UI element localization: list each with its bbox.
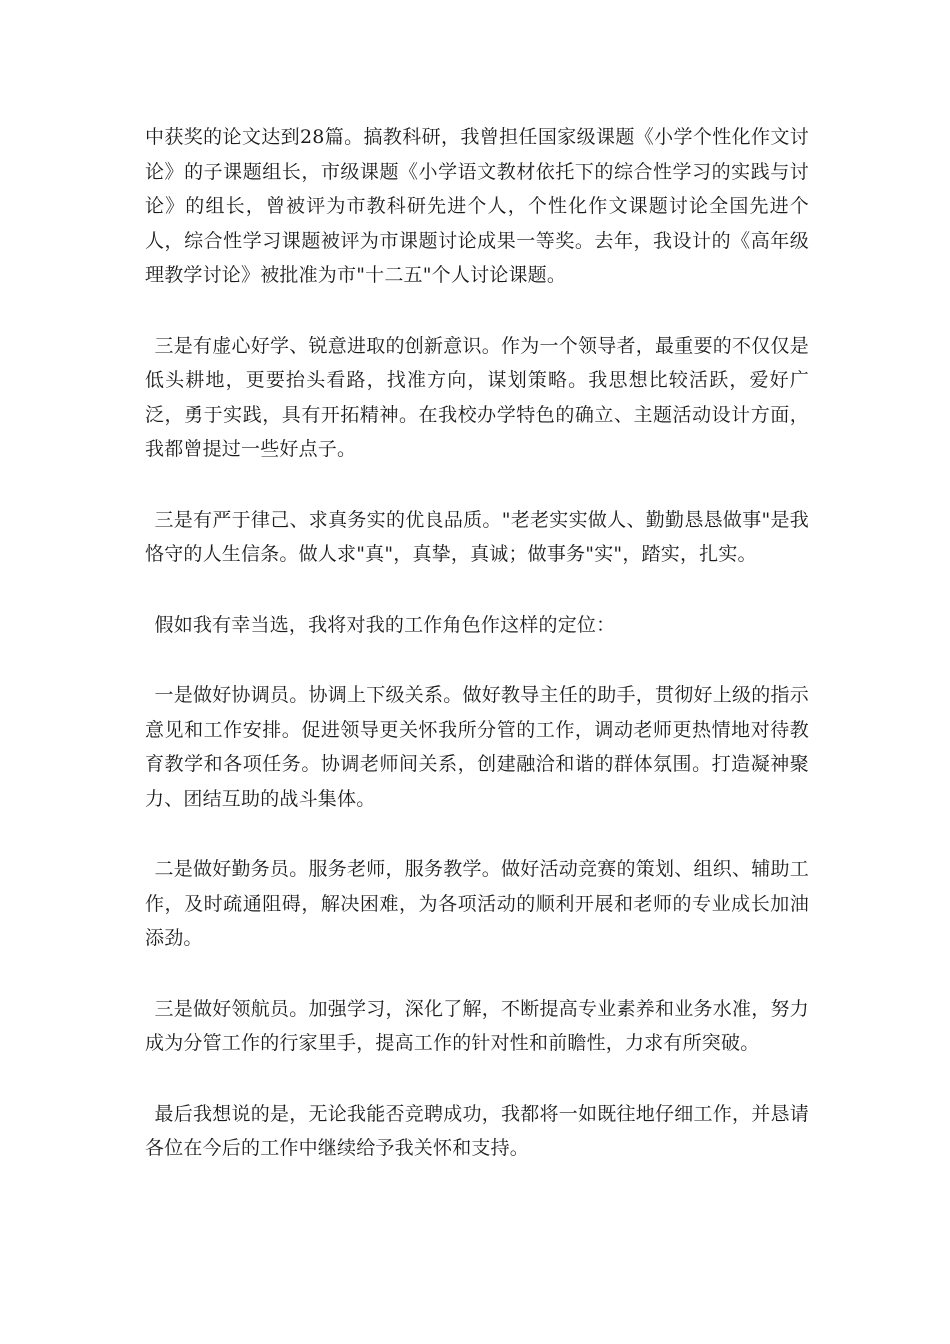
paragraph-integrity: 三是有严于律己、求真务实的优良品质。"老老实实做人、勤勤恳恳做事"是我恪守的人生信条。做人求"真"，真挚，真诚；做事务"实"，踏实，扎实。 [145, 508, 809, 565]
paragraph-service: 二是做好勤务员。服务老师，服务教学。做好活动竞赛的策划、组织、辅助工作，及时疏通阻碍，解决困难，为各项活动的顺利开展和老师的专业成长加油添劲。 [145, 858, 809, 949]
paragraph-role-intro: 假如我有幸当选，我将对我的工作角色作这样的定位： [154, 613, 616, 636]
paragraph-achievements: 中获奖的论文达到28篇。搞教科研，我曾担任国家级课题《小学个性化作文讨论》的子课题组长，市级课题《小学语文教材依托下的综合性学习的实践与讨论》的组长，曾被评为市教科研先进个人，个性化作文课题讨论全国先进个人，综合性学习课题被评为市课题讨论成果一等奖。去年，我设计的《高年级理教学讨论》被批准为市"十二五"个人讨论课题。 [145, 126, 809, 286]
paragraph-innovation: 三是有虚心好学、锐意进取的创新意识。作为一个领导者，最重要的不仅仅是低头耕地，更要抬头看路，找准方向，谋划策略。我思想比较活跃，爱好广泛，勇于实践，具有开拓精神。在我校办学特色的确立、主题活动设计方面，我都曾提过一些好点子。 [145, 334, 809, 460]
document-body [145, 120, 809, 1202]
paragraph-navigator: 三是做好领航员。加强学习，深化了解，不断提高专业素养和业务水准，努力成为分管工作的行家里手，提高工作的针对性和前瞻性，力求有所突破。 [145, 997, 809, 1054]
paragraph-coordinator: 一是做好协调员。协调上下级关系。做好教导主任的助手，贯彻好上级的指示意见和工作安排。促进领导更关怀我所分管的工作，调动老师更热情地对待教育教学和各项任务。协调老师间关系，创建融洽和谐的群体氛围。打造凝神聚力、团结互助的战斗集体。 [145, 684, 809, 810]
paragraph-closing: 最后我想说的是，无论我能否竞聘成功，我都将一如既往地仔细工作，并恳请各位在今后的工作中继续给予我关怀和支持。 [145, 1102, 809, 1159]
